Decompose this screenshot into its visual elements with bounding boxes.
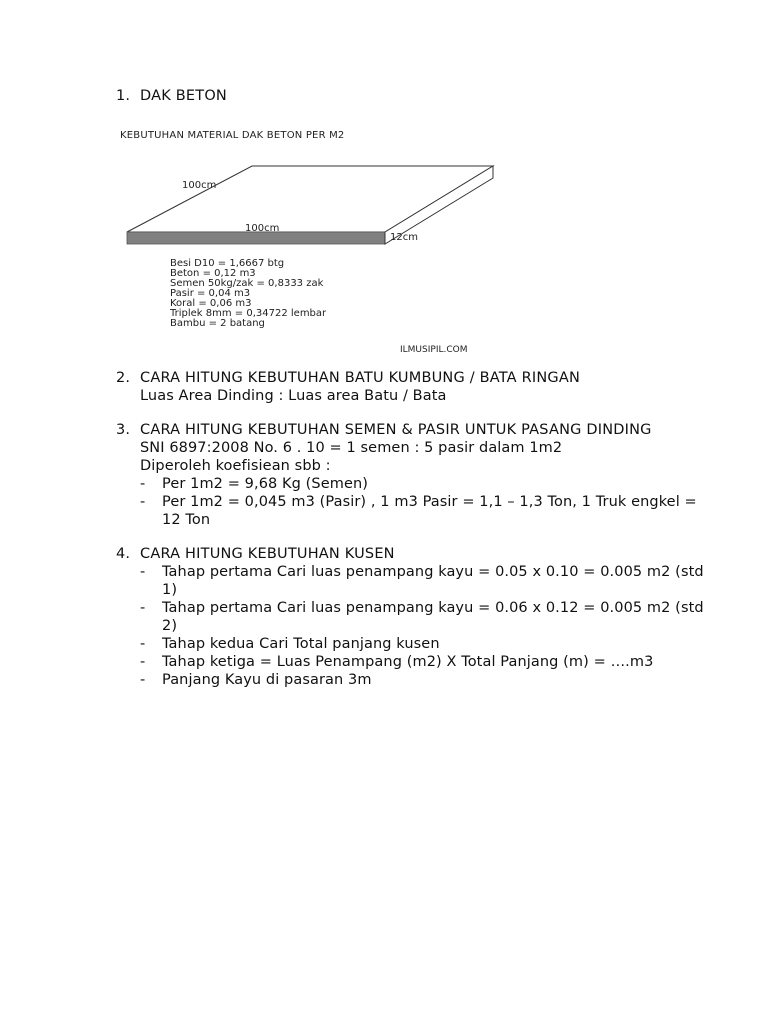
- body-line: Diperoleh koefisiean sbb :: [140, 458, 331, 474]
- bullet-text: Tahap pertama Cari luas penampang kayu = 0.06 x 0.12 = 0.005 m2 (std 2): [162, 600, 704, 634]
- section-number: 3.: [116, 422, 131, 438]
- section-kusen: [116, 545, 706, 689]
- section-body: [116, 563, 706, 689]
- material-list: [169, 258, 327, 329]
- section-title: CARA HITUNG KEBUTUHAN SEMEN & PASIR UNTUK PASANG DINDING: [140, 422, 652, 438]
- bullet-dash: -: [140, 494, 146, 510]
- bullet-text: Tahap pertama Cari luas penampang kayu = 0.05 x 0.10 = 0.005 m2 (std 1): [162, 564, 704, 598]
- material-item: Beton = 0,12 m3: [170, 268, 256, 279]
- section-heading: [116, 369, 706, 387]
- bullet-dash: -: [140, 600, 146, 616]
- bullet-item: [140, 563, 706, 599]
- figure-source: ILMUSIPIL.COM: [400, 345, 468, 355]
- material-item: Semen 50kg/zak = 0,8333 zak: [170, 278, 324, 289]
- figure-caption: KEBUTUHAN MATERIAL DAK BETON PER M2: [120, 130, 345, 141]
- section-dak-beton: [116, 87, 706, 105]
- section-number: 4.: [116, 546, 131, 562]
- bullet-text: Per 1m2 = 0,045 m3 (Pasir) , 1 m3 Pasir = 1,1 – 1,3 Ton, 1 Truk engkel = 12 Ton: [162, 494, 697, 528]
- section-number: 1.: [116, 88, 131, 104]
- material-item: Koral = 0,06 m3: [170, 298, 252, 309]
- bullet-item: [140, 635, 706, 653]
- bullet-dash: -: [140, 636, 146, 652]
- section-body: [116, 387, 706, 405]
- bullet-dash: -: [140, 654, 146, 670]
- slab-diagram: [110, 124, 510, 364]
- section-title: CARA HITUNG KEBUTUHAN BATU KUMBUNG / BATA RINGAN: [140, 370, 580, 386]
- bullet-text: Panjang Kayu di pasaran 3m: [162, 672, 372, 688]
- section-body: [116, 439, 706, 529]
- bullet-text: Per 1m2 = 9,68 Kg (Semen): [162, 476, 369, 492]
- dak-beton-figure: [110, 124, 510, 364]
- section-heading: [116, 87, 706, 105]
- material-item: Triplek 8mm = 0,34722 lembar: [170, 308, 327, 319]
- material-item: Pasir = 0,04 m3: [170, 288, 251, 299]
- section-semen-pasir: [116, 421, 706, 529]
- dimension-thickness-label: 12cm: [390, 232, 418, 243]
- section-number: 2.: [116, 370, 131, 386]
- bullet-item: [140, 671, 706, 689]
- section-heading: [116, 421, 706, 439]
- section-title: CARA HITUNG KEBUTUHAN KUSEN: [140, 546, 395, 562]
- section-batu-kumbung: [116, 369, 706, 405]
- bullet-text: Tahap kedua Cari Total panjang kusen: [162, 636, 440, 652]
- bullet-item: [140, 599, 706, 635]
- dimension-width-label: 100cm: [245, 223, 280, 234]
- section-title: DAK BETON: [140, 88, 227, 104]
- material-item: Besi D10 = 1,6667 btg: [170, 258, 285, 269]
- body-line: SNI 6897:2008 No. 6 . 10 = 1 semen : 5 pasir dalam 1m2: [140, 440, 563, 456]
- section-heading: [116, 545, 706, 563]
- material-item: Bambu = 2 batang: [170, 318, 265, 329]
- bullet-item: [140, 475, 706, 493]
- bullet-dash: -: [140, 564, 146, 580]
- bullet-dash: -: [140, 476, 146, 492]
- body-line: Luas Area Dinding : Luas area Batu / Bata: [140, 388, 447, 404]
- bullet-dash: -: [140, 672, 146, 688]
- bullet-item: [140, 493, 706, 529]
- dimension-length-label: 100cm: [182, 180, 217, 191]
- bullet-text: Tahap ketiga = Luas Penampang (m2) X Total Panjang (m) = ….m3: [162, 654, 654, 670]
- bullet-item: [140, 653, 706, 671]
